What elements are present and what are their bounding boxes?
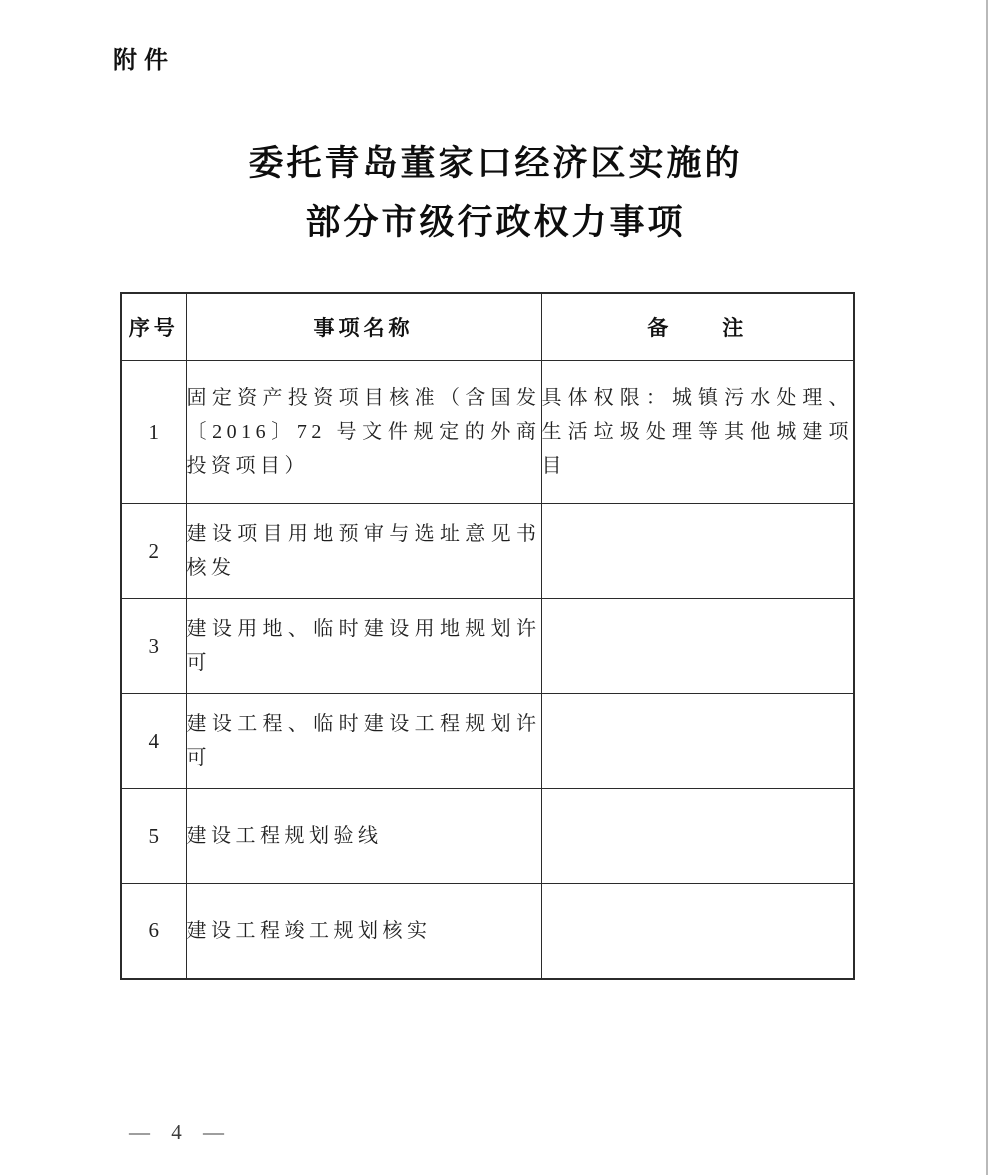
header-remarks: 备 注 — [541, 293, 854, 361]
cell-remark: 具体权限：城镇污水处理、生活垃圾处理等其他城建项目 — [541, 361, 854, 504]
cell-item-name: 建设项目用地预审与选址意见书核发 — [186, 504, 541, 599]
document-title — [0, 134, 991, 252]
cell-item-name: 固定资产投资项目核准（含国发〔2016〕72 号文件规定的外商投资项目） — [186, 361, 541, 504]
title-line-1: 委托青岛董家口经济区实施的 — [248, 144, 743, 183]
cell-serial-number: 5 — [121, 789, 186, 884]
cell-item-name: 建设用地、临时建设用地规划许可 — [186, 599, 541, 694]
cell-remark — [541, 694, 854, 789]
items-table — [120, 292, 855, 980]
table-row — [121, 504, 854, 599]
header-item-name: 事项名称 — [186, 293, 541, 361]
header-serial-number: 序号 — [121, 293, 186, 361]
attachment-label: 附件 — [113, 47, 175, 74]
cell-item-name: 建设工程规划验线 — [186, 789, 541, 884]
page-number: — 4 — — [129, 1120, 232, 1144]
table-row — [121, 361, 854, 504]
cell-remark — [541, 504, 854, 599]
cell-serial-number: 3 — [121, 599, 186, 694]
page-edge-line — [986, 0, 988, 1175]
table-row — [121, 694, 854, 789]
cell-serial-number: 2 — [121, 504, 186, 599]
cell-serial-number: 6 — [121, 884, 186, 979]
cell-remark — [541, 599, 854, 694]
cell-serial-number: 1 — [121, 361, 186, 504]
cell-item-name: 建设工程竣工规划核实 — [186, 884, 541, 979]
cell-remark — [541, 789, 854, 884]
cell-item-name: 建设工程、临时建设工程规划许可 — [186, 694, 541, 789]
table-row — [121, 884, 854, 979]
cell-serial-number: 4 — [121, 694, 186, 789]
cell-remark — [541, 884, 854, 979]
table-row — [121, 789, 854, 884]
title-line-2: 部分市级行政权力事项 — [305, 203, 686, 242]
table-row — [121, 599, 854, 694]
table-header-row — [121, 293, 854, 361]
